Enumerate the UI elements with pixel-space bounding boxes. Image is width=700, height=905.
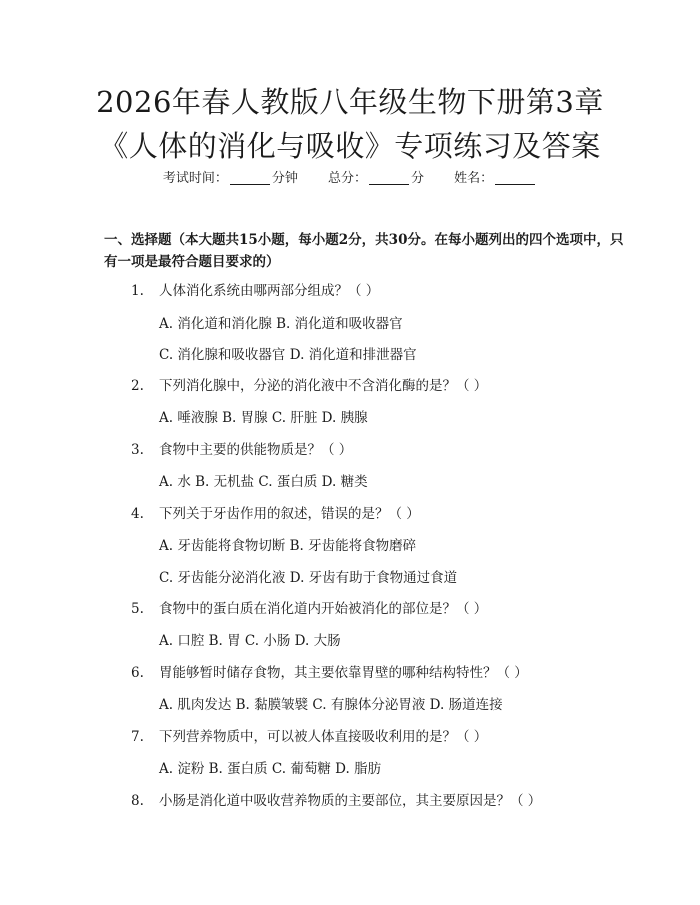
total-score-blank	[369, 170, 409, 185]
question-7-options-row-1: A. 淀粉 B. 蛋白质 C. 葡萄糖 D. 脂肪	[159, 761, 382, 777]
question-number: 6.	[131, 665, 144, 681]
question-7	[131, 728, 487, 746]
question-text: 食物中主要的供能物质是？（ ）	[159, 442, 353, 458]
section-1-title: 一、选择题（本大题共15小题，每小题2分，共30分。在每小题列出的四个选项中，只有一项是最符合题目要求的）	[104, 232, 624, 270]
question-6-options-row-1: A. 肌肉发达 B. 黏膜皱襞 C. 有腺体分泌胃液 D. 肠道连接	[159, 697, 503, 713]
exam-info-line	[0, 170, 700, 188]
question-text: 下列营养物质中，可以被人体直接吸收利用的是？（ ）	[159, 729, 488, 745]
question-text: 小肠是消化道中吸收营养物质的主要部位，其主要原因是？（ ）	[159, 793, 542, 809]
name-field	[454, 170, 537, 188]
question-2-options-row-1: A. 唾液腺 B. 胃腺 C. 肝脏 D. 胰腺	[159, 410, 368, 426]
exam-time-label: 考试时间：	[162, 171, 228, 186]
name-blank	[495, 170, 535, 185]
question-number: 2.	[131, 378, 144, 394]
question-4-options-row-1: A. 牙齿能将食物切断 B. 牙齿能将食物磨碎	[159, 538, 417, 554]
question-number: 5.	[131, 601, 144, 617]
question-1-options-row-2: C. 消化腺和吸收器官 D. 消化道和排泄器官	[159, 347, 417, 363]
question-number: 3.	[131, 442, 144, 458]
document-title: 2026年春人教版八年级生物下册第3章《人体的消化与吸收》专项练习及答案	[96, 85, 604, 163]
question-4	[131, 505, 420, 523]
total-score-unit: 分	[411, 171, 425, 186]
exam-time-unit: 分钟	[271, 171, 298, 186]
question-3	[131, 441, 352, 459]
question-1-options-row-1: A. 消化道和消化腺 B. 消化道和吸收器官	[159, 316, 403, 332]
question-8	[131, 792, 541, 810]
question-text: 下列消化腺中，分泌的消化液中不含消化酶的是？（ ）	[159, 378, 488, 394]
question-text: 人体消化系统由哪两部分组成？（ ）	[159, 283, 380, 299]
question-4-options-row-2: C. 牙齿能分泌消化液 D. 牙齿有助于食物通过食道	[159, 570, 458, 586]
question-number: 8.	[131, 793, 144, 809]
total-score-field	[328, 170, 424, 188]
question-5-options-row-1: A. 口腔 B. 胃 C. 小肠 D. 大肠	[159, 633, 341, 649]
exam-time-field	[163, 170, 298, 188]
total-score-label: 总分：	[327, 171, 367, 186]
question-6	[131, 664, 528, 682]
question-text: 食物中的蛋白质在消化道内开始被消化的部位是？（ ）	[159, 601, 488, 617]
question-1	[131, 282, 379, 300]
question-3-options-row-1: A. 水 B. 无机盐 C. 蛋白质 D. 糖类	[159, 474, 368, 490]
question-number: 7.	[131, 729, 144, 745]
question-5	[131, 600, 487, 618]
question-text: 胃能够暂时储存食物，其主要依靠胃壁的哪种结构特性？（ ）	[159, 665, 528, 681]
question-number: 4.	[131, 506, 144, 522]
question-number: 1.	[131, 283, 144, 299]
question-text: 下列关于牙齿作用的叙述，错误的是？（ ）	[159, 506, 420, 522]
question-2	[131, 377, 487, 395]
name-label: 姓名：	[454, 171, 494, 186]
exam-time-blank	[230, 170, 270, 185]
